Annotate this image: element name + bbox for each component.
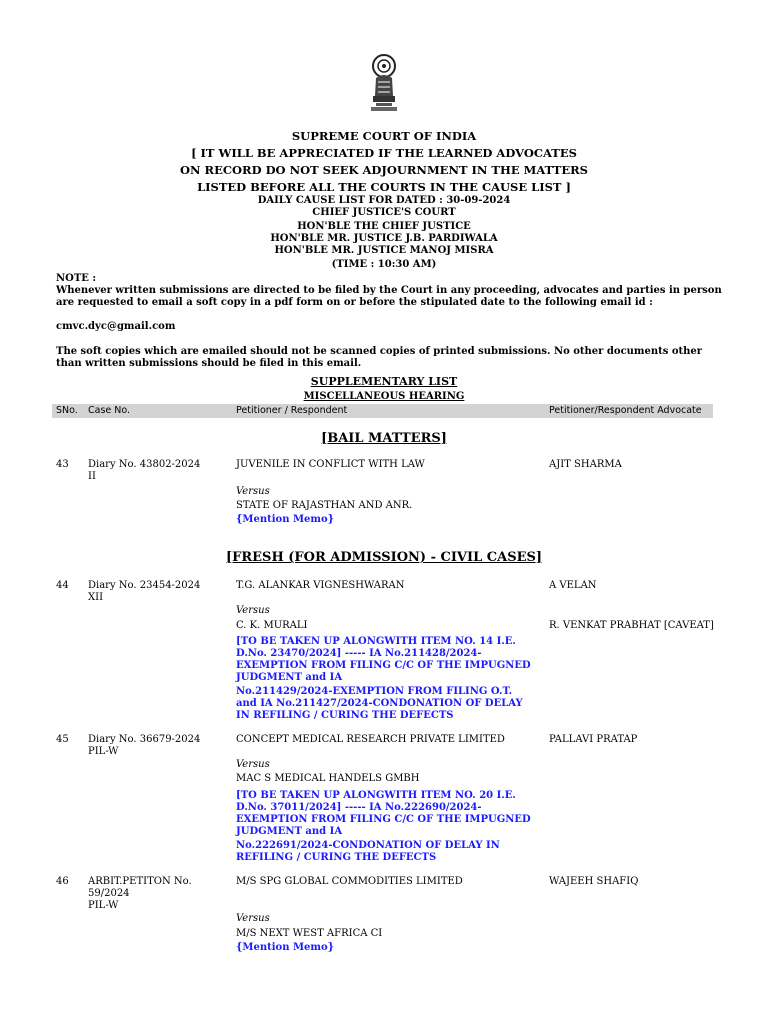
- note-text-2: The soft copies which are emailed should not be scanned copies of printed submissions. No other documents other than written submissions should be filed in this email.: [56, 346, 703, 369]
- item-versus: Versus: [236, 605, 270, 616]
- item-remark: {Mention Memo}: [236, 514, 335, 525]
- item-petitioner-advocate: AJIT SHARMA: [549, 459, 622, 470]
- judge-3: HON'BLE MR. JUSTICE MANOJ MISRA: [274, 245, 494, 256]
- hearing-time: (TIME : 10:30 AM): [331, 259, 437, 270]
- note-text-1: Whenever written submissions are directed to be filed by the Court in any proceeding, advocates and parties in person are requested to email a soft copy in a pdf form on or before the stipulated date to the following email id :: [56, 285, 722, 308]
- col-parties: Petitioner / Respondent: [236, 405, 348, 416]
- hearing-type: MISCELLANEOUS HEARING: [303, 391, 465, 402]
- section-bail-matters: [BAIL MATTERS]: [321, 431, 447, 446]
- item-sno: 46: [56, 876, 69, 887]
- item-respondent: C. K. MURALI: [236, 620, 308, 631]
- col-sno: SNo.: [56, 405, 78, 416]
- daily-cause-list-date: DAILY CAUSE LIST FOR DATED : 30-09-2024: [257, 195, 511, 206]
- judge-2: HON'BLE MR. JUSTICE J.B. PARDIWALA: [270, 233, 498, 244]
- item-case-sub: PIL-W: [88, 900, 119, 911]
- item-remark-2: No.211429/2024-EXEMPTION FROM FILING O.T. and IA No.211427/2024-CONDONATION OF DELAY IN REFILING / CURING THE DEFECTS: [236, 686, 523, 721]
- item-case-sub: PIL-W: [88, 746, 119, 757]
- judge-1: HON'BLE THE CHIEF JUSTICE: [297, 221, 471, 232]
- item-petitioner: T.G. ALANKAR VIGNESHWARAN: [236, 580, 405, 591]
- item-petitioner-advocate: WAJEEH SHAFIQ: [549, 876, 639, 887]
- item-case-no[interactable]: Diary No. 23454-2024: [88, 580, 201, 591]
- item-petitioner: JUVENILE IN CONFLICT WITH LAW: [236, 459, 425, 470]
- appeal-line-3: LISTED BEFORE ALL THE COURTS IN THE CAUSE LIST ]: [197, 180, 571, 194]
- court-room: CHIEF JUSTICE'S COURT: [312, 207, 456, 218]
- item-case-no[interactable]: Diary No. 36679-2024: [88, 734, 201, 745]
- section-fresh-civil-cases: [FRESH (FOR ADMISSION) - CIVIL CASES]: [225, 550, 543, 565]
- item-respondent: MAC S MEDICAL HANDELS GMBH: [236, 773, 420, 784]
- item-remark-2: No.222691/2024-CONDONATION OF DELAY IN REFILING / CURING THE DEFECTS: [236, 840, 500, 863]
- col-advocate: Petitioner/Respondent Advocate: [549, 405, 702, 416]
- item-remark: {Mention Memo}: [236, 942, 335, 953]
- item-petitioner: M/S SPG GLOBAL COMMODITIES LIMITED: [236, 876, 463, 887]
- table-header: [52, 404, 713, 418]
- item-sno: 44: [56, 580, 69, 591]
- item-respondent: STATE OF RAJASTHAN AND ANR.: [236, 500, 413, 511]
- note-email: cmvc.dyc@gmail.com: [56, 321, 176, 332]
- item-case-sub: II: [88, 471, 96, 482]
- col-case: Case No.: [88, 405, 131, 416]
- appeal-line-2: ON RECORD DO NOT SEEK ADJOURNMENT IN THE MATTERS: [180, 163, 588, 177]
- list-title: SUPPLEMENTARY LIST: [310, 375, 458, 388]
- item-respondent: M/S NEXT WEST AFRICA CI: [236, 928, 383, 939]
- item-case-no[interactable]: Diary No. 43802-2024: [88, 459, 201, 470]
- item-petitioner: CONCEPT MEDICAL RESEARCH PRIVATE LIMITED: [236, 734, 505, 745]
- note-label: NOTE :: [56, 273, 97, 284]
- item-case-no[interactable]: ARBIT.PETITON No. 59/2024: [88, 876, 192, 899]
- item-petitioner-advocate: PALLAVI PRATAP: [549, 734, 638, 745]
- item-sno: 43: [56, 459, 69, 470]
- item-versus: Versus: [236, 913, 270, 924]
- item-versus: Versus: [236, 759, 270, 770]
- appeal-line-1: [ IT WILL BE APPRECIATED IF THE LEARNED ADVOCATES: [191, 146, 577, 160]
- item-remark-1: [TO BE TAKEN UP ALONGWITH ITEM NO. 20 I.E. D.No. 37011/2024] ----- IA No.222690/2024-EXEMPTION FROM FILING C/C OF THE IMPUGNED JUDGMENT and IA: [236, 790, 531, 837]
- item-remark-1: [TO BE TAKEN UP ALONGWITH ITEM NO. 14 I.E. D.No. 23470/2024] ----- IA No.211428/2024-EXEMPTION FROM FILING C/C OF THE IMPUGNED JUDGMENT and IA: [236, 636, 531, 683]
- item-respondent-advocate: R. VENKAT PRABHAT [CAVEAT]: [549, 620, 714, 631]
- emblem-icon: [366, 52, 402, 124]
- item-sno: 45: [56, 734, 69, 745]
- item-case-sub: XII: [88, 592, 104, 603]
- item-petitioner-advocate: A VELAN: [549, 580, 597, 591]
- court-name: SUPREME COURT OF INDIA: [291, 129, 477, 143]
- item-versus: Versus: [236, 486, 270, 497]
